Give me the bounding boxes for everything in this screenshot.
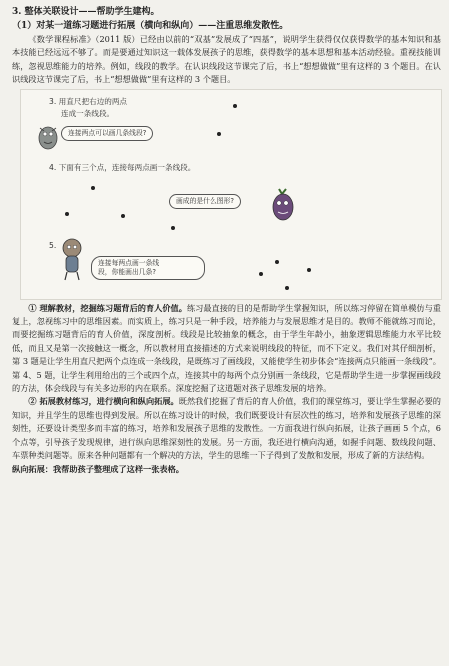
paragraph-2-body: 既然我们挖掘了背后的育人价值，我们的课堂练习，要让学生掌握必要的知识，并且学生的思维也得到发展。所以在练习设计的时候，我们既要设计有层次性的练习，培养和发展孩子思维的深刻性，还要设计类型多而丰富的练习，培养和发展孩子思维的发散性。一方面我进行纵向拓展，让孩子画画 5 个点，6 个点等，引导孩子发现规律，进行纵向思维深刻性的发展。另一方面，我还进行横向沟通，如握手问题、数线段问题、车票种类问题等。原来各种问题都有一个解决的方法，学生的思维一下子得到了发散和发展，形成了新的方法结构。: [12, 396, 441, 461]
q4-text: 4. 下面有三个点，连接每两点画一条线段。: [49, 162, 196, 172]
q3-point-a: [233, 104, 237, 108]
paragraph-expand-exercises: [12, 395, 441, 462]
paragraph-understand-textbook: [12, 302, 441, 396]
q4-point-a: [91, 186, 95, 190]
q5-speech-bubble: [91, 256, 205, 280]
q3-text-line1: 3. 用直尺把右边的两点: [49, 96, 128, 106]
q4-extra-point: [171, 226, 175, 230]
cartoon-eggplant-icon: [269, 186, 297, 222]
q5-bubble-line1: 连接每两点画一条线: [98, 258, 160, 267]
section-heading: 3. 整体关联设计——帮助学生建构。: [12, 7, 160, 17]
cartoon-character-icon: [35, 122, 61, 152]
paragraph-2-lead: ② 拓展教材练习，进行横向和纵向拓展。: [28, 396, 179, 407]
q5-label: 5.: [49, 240, 57, 250]
q4-point-c: [121, 214, 125, 218]
q3-speech-bubble: 连接两点可以画几条线段?: [61, 126, 153, 141]
q5-point-a: [275, 260, 279, 264]
cartoon-monkey-icon: [57, 236, 87, 282]
closing-line: 纵向拓展：我帮助孩子整理成了这样一张表格。: [12, 463, 184, 474]
q4-speech-bubble: 画成的是什么图形?: [169, 194, 241, 209]
paragraph-1-lead: ① 理解教材，挖掘练习题背后的育人价值。: [28, 302, 187, 313]
q3-text-line2: 连成一条线段。: [61, 108, 115, 118]
q3-point-b: [217, 132, 221, 136]
q5-bubble-line2: 段，你能画出几条?: [98, 267, 156, 276]
subsection-heading: （1）对某一道练习题进行拓展（横向和纵向）——注重思维发散性。: [12, 21, 289, 31]
intro-paragraph: 《数学课程标准》（2011 版）已经由以前的“双基”发展成了“四基”，说明学生获得仅仅获得数学的基本知识和基本技能已经远远不够了。而是要通过知识这一载体发展孩子的思维，获得数学的基本思想和基本活动经验。重视技能训练，忽视思维能力的培养。例如，线段的教学。在认识线段这节课完了后，书上“想想做做”里有这样的 3 个题目。在认识线段这节课完了后，书上“想想做做”里有这样的 3 个题目。: [12, 34, 441, 85]
q5-point-b: [259, 272, 263, 276]
textbook-exercise-figure: [20, 89, 442, 300]
q5-point-d: [285, 286, 289, 290]
q4-point-b: [65, 212, 69, 216]
paragraph-1-body: 练习最直接的目的是帮助学生掌握知识，所以练习停留在简单模仿与重复上，忽视练习中的思维因素。而实质上，练习只是一种手段，培养能力与发展思维才是目的。教师不能就练习而论，而要挖掘练习题背后的育人价值，深度剖析。线段是比较抽象的概念，由于学生年龄小，抽象逻辑思维能力水平比较低，而且又是第一次接触这一概念，所以教材用直接描述的方式来说明线段的特征，而不下定义。我们对其仔细剖析，第 3 题是让学生用直尺把两个点连成一条线段，是既练习了画线段，又能使学生初步体会“连接两点只能画一条线段”。第 4、5 题，让学生利用给出的三个或四个点，连接其中的每两个点分别画一条线段，它是帮助学生进一步掌握画线段的方法，体会线段与有关多边形的内在联系。深度挖掘了这道题对孩子思维发展的培养。: [12, 302, 441, 394]
q5-point-c: [307, 268, 311, 272]
